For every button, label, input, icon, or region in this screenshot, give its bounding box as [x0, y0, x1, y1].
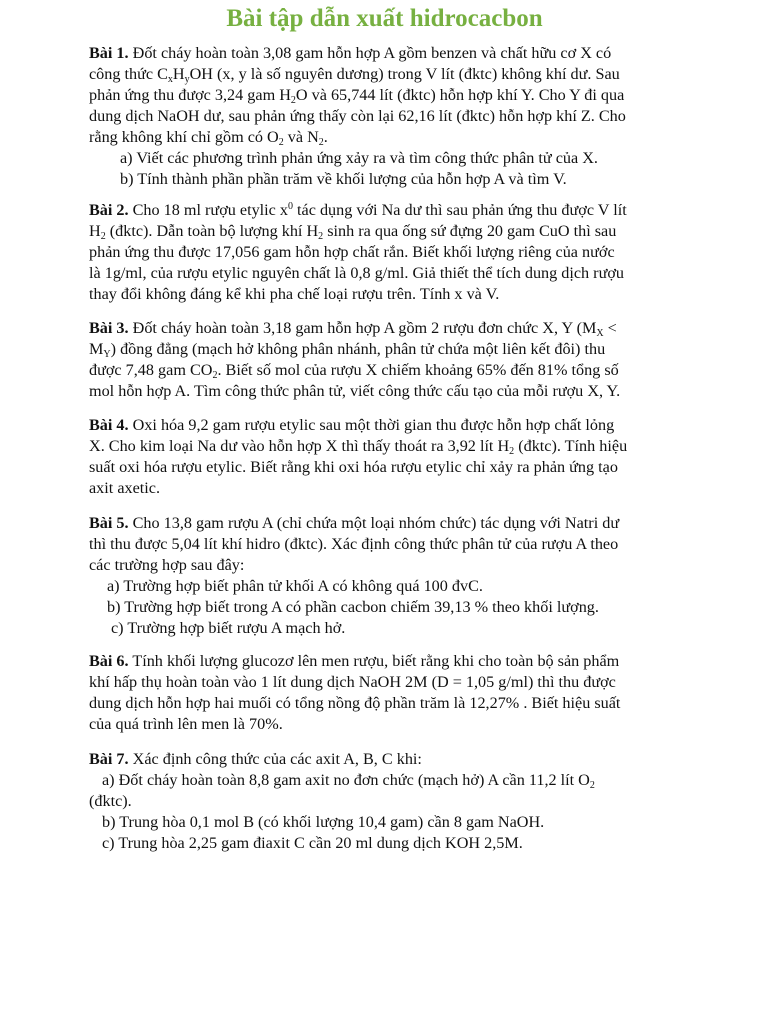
problem-1-part-b: b) Tính thành phần phần trăm về khối lượng của hỗn hợp A và tìm V.: [120, 170, 567, 188]
problem-1-line-5: [89, 127, 680, 148]
text: và N: [283, 128, 319, 146]
text: H: [172, 65, 185, 83]
problem-7-part-c: c) Trung hòa 2,25 gam đi‌axit C cần 20 ml dung dịch KOH 2,5M.: [102, 834, 523, 852]
problem-6-label: Bài 6.: [89, 652, 129, 670]
text: Tính khối lượng glucozơ lên men rượu, biết rằng khi cho toàn bộ sản phẩm: [128, 652, 620, 670]
document-title: Bài tập dẫn xuất hidrocacbon: [226, 5, 543, 32]
problem-7-part-a: [89, 770, 680, 791]
subscript: 2: [318, 231, 324, 242]
problem-1-label: Bài 1.: [89, 44, 129, 62]
problem-2-line-1: [89, 200, 680, 221]
text: Cho 13,8 gam rượu A (chỉ chứa một loại nhóm chức) tác dụng với Natri dư: [128, 514, 620, 532]
problem-2-label: Bài 2.: [89, 201, 129, 219]
text: công thức C: [89, 65, 168, 83]
problem-1-line-1: [89, 43, 680, 64]
text: a) Đốt cháy hoàn toàn 8,8 gam axit no đơn chức (mạch hở) A cần 11,2 lít O: [102, 771, 590, 789]
problem-5-part-a: a) Trường hợp biết phân tử khối A có không quá 100 đvC.: [107, 577, 483, 595]
problem-4-line-2: [89, 436, 680, 457]
text: ) đồng đẳng (mạch hở không phân nhánh, phân tử chứa một liên kết đôi) thu: [110, 340, 606, 358]
problem-2-line-3: phản ứng thu được 17,056 gam hỗn hợp chất rắn. Biết khối lượng riêng của nước: [89, 243, 615, 261]
problem-5-label: Bài 5.: [89, 514, 129, 532]
text: (đktc). Tính hiệu: [514, 437, 628, 455]
problem-3-label: Bài 3.: [89, 319, 129, 337]
text: M: [89, 340, 104, 358]
problem-2-line-4: là 1g/ml, của rượu etylic nguyên chất là 0,8 g/ml. Giả thiết thể tích dung dịch rượu: [89, 264, 625, 282]
problem-7-label: Bài 7.: [89, 750, 129, 768]
text: được 7,48 gam CO: [89, 361, 213, 379]
problem-5-line-3: các trường hợp sau đây:: [89, 556, 245, 574]
problem-3-line-4: mol hỗn hợp A. Tìm công thức phân tử, viết công thức cấu tạo của mỗi rượu X, Y.: [89, 382, 621, 400]
subscript: 2: [290, 95, 296, 106]
problem-5-part-b: b) Trường hợp biết trong A có phần cacbon chiếm 39,13 % theo khối lượng.: [107, 598, 599, 616]
text: tác dụng với Na dư thì sau phản ứng thu được V lít: [293, 201, 627, 219]
text: O và 65,744 lít (đktc) hỗn hợp khí Y. Cho Y đi qua: [295, 86, 625, 104]
problem-6: [89, 651, 680, 735]
problem-7: [89, 749, 680, 854]
problem-3-line-2: [89, 339, 680, 360]
problem-4: [89, 415, 680, 499]
problem-6-line-4: của quá trình lên men là 70%.: [89, 715, 283, 733]
problem-6-line-2: khí hấp thụ hoàn toàn vào 1 lít dung dịch NaOH 2M (D = 1,05 g/ml) thì thu được: [89, 673, 616, 691]
text: rằng không khí chỉ gồm có O: [89, 128, 279, 146]
problem-2-line-5: thay đổi không đáng kể khi pha chế loại rượu trên. Tính x và V.: [89, 285, 500, 303]
problem-6-line-3: dung dịch hỗn hợp hai muối có tổng nồng độ phần trăm là 12,27% . Biết hiệu suất: [89, 694, 621, 712]
problem-1-line-3: [89, 85, 680, 106]
problem-1-part-a: a) Viết các phương trình phản ứng xảy ra và tìm công thức phân tử của X.: [120, 149, 598, 167]
subscript: 2: [100, 231, 106, 242]
subscript: 2: [212, 370, 218, 381]
text: Đốt cháy hoàn toàn 3,08 gam hỗn hợp A gồm benzen và chất hữu cơ X có: [128, 44, 612, 62]
problem-5-line-2: thì thu được 5,04 lít khí hidro (đktc). Xác định công thức phân tử của rượu A theo: [89, 535, 619, 553]
text: Đốt cháy hoàn toàn 3,18 gam hỗn hợp A gồm 2 rượu đơn chức X, Y (M: [128, 319, 597, 337]
text: phản ứng thu được 3,24 gam H: [89, 86, 291, 104]
text: Oxi hóa 9,2 gam rượu etylic sau một thời gian thu được hỗn hợp chất lỏng: [128, 416, 615, 434]
problem-7-part-b: b) Trung hòa 0,1 mol B (có khối lượng 10,4 gam) cần 8 gam NaOH.: [102, 813, 545, 831]
subscript: Y: [103, 349, 111, 360]
subscript: 2: [278, 137, 284, 148]
problem-4-line-3: suất oxi hóa rượu etylic. Biết rằng khi oxi hóa rượu etylic chỉ xảy ra phản ứng tạo: [89, 458, 618, 476]
problem-7-part-a-cont: (đktc).: [89, 792, 132, 810]
subscript: 2: [318, 137, 324, 148]
problem-5-line-1: [89, 513, 680, 534]
problem-3-line-1: [89, 318, 680, 339]
superscript: 0: [288, 201, 293, 212]
problem-3-line-3: [89, 360, 680, 381]
problem-3: [89, 318, 680, 402]
text: <: [603, 319, 617, 337]
problem-5-part-c: c) Trường hợp biết rượu A mạch hở.: [111, 619, 346, 637]
problem-1-line-2: [89, 64, 680, 85]
problem-4-line-4: axit axetic.: [89, 479, 161, 497]
subscript: 2: [589, 780, 595, 791]
text: Cho 18 ml rượu etylic x: [128, 201, 288, 219]
text: . Biết số mol của rượu X chiếm khoảng 65% đến 81% tổng số: [217, 361, 619, 379]
problem-2-line-2: [89, 221, 680, 242]
problem-5: [89, 513, 680, 639]
subscript: x: [167, 74, 173, 85]
problem-2: [89, 200, 680, 305]
text: Xác định công thức của các axit A, B, C khi:: [128, 750, 422, 768]
problem-1: [89, 43, 680, 190]
text: H: [89, 222, 101, 240]
problem-1-line-4: dung dịch NaOH dư, sau phản ứng thấy còn lại 62,16 lít (đktc) hỗn hợp khí Z. Cho: [89, 107, 626, 125]
subscript: X: [596, 328, 604, 339]
problem-6-line-1: [89, 651, 680, 672]
problem-7-line-1: [89, 749, 680, 770]
text: .: [323, 128, 328, 146]
text: X. Cho kim loại Na dư vào hỗn hợp X thì thấy thoát ra 3,92 lít H: [89, 437, 510, 455]
problem-4-label: Bài 4.: [89, 416, 129, 434]
text: sinh ra qua ống sứ đựng 20 gam CuO thì sau: [323, 222, 617, 240]
subscript: 2: [509, 446, 515, 457]
subscript: y: [184, 74, 190, 85]
text: OH (x, y là số nguyên dương) trong V lít (đktc) không khí dư. Sau: [189, 65, 620, 83]
problem-4-line-1: [89, 415, 680, 436]
text: (đktc). Dẫn toàn bộ lượng khí H: [105, 222, 319, 240]
